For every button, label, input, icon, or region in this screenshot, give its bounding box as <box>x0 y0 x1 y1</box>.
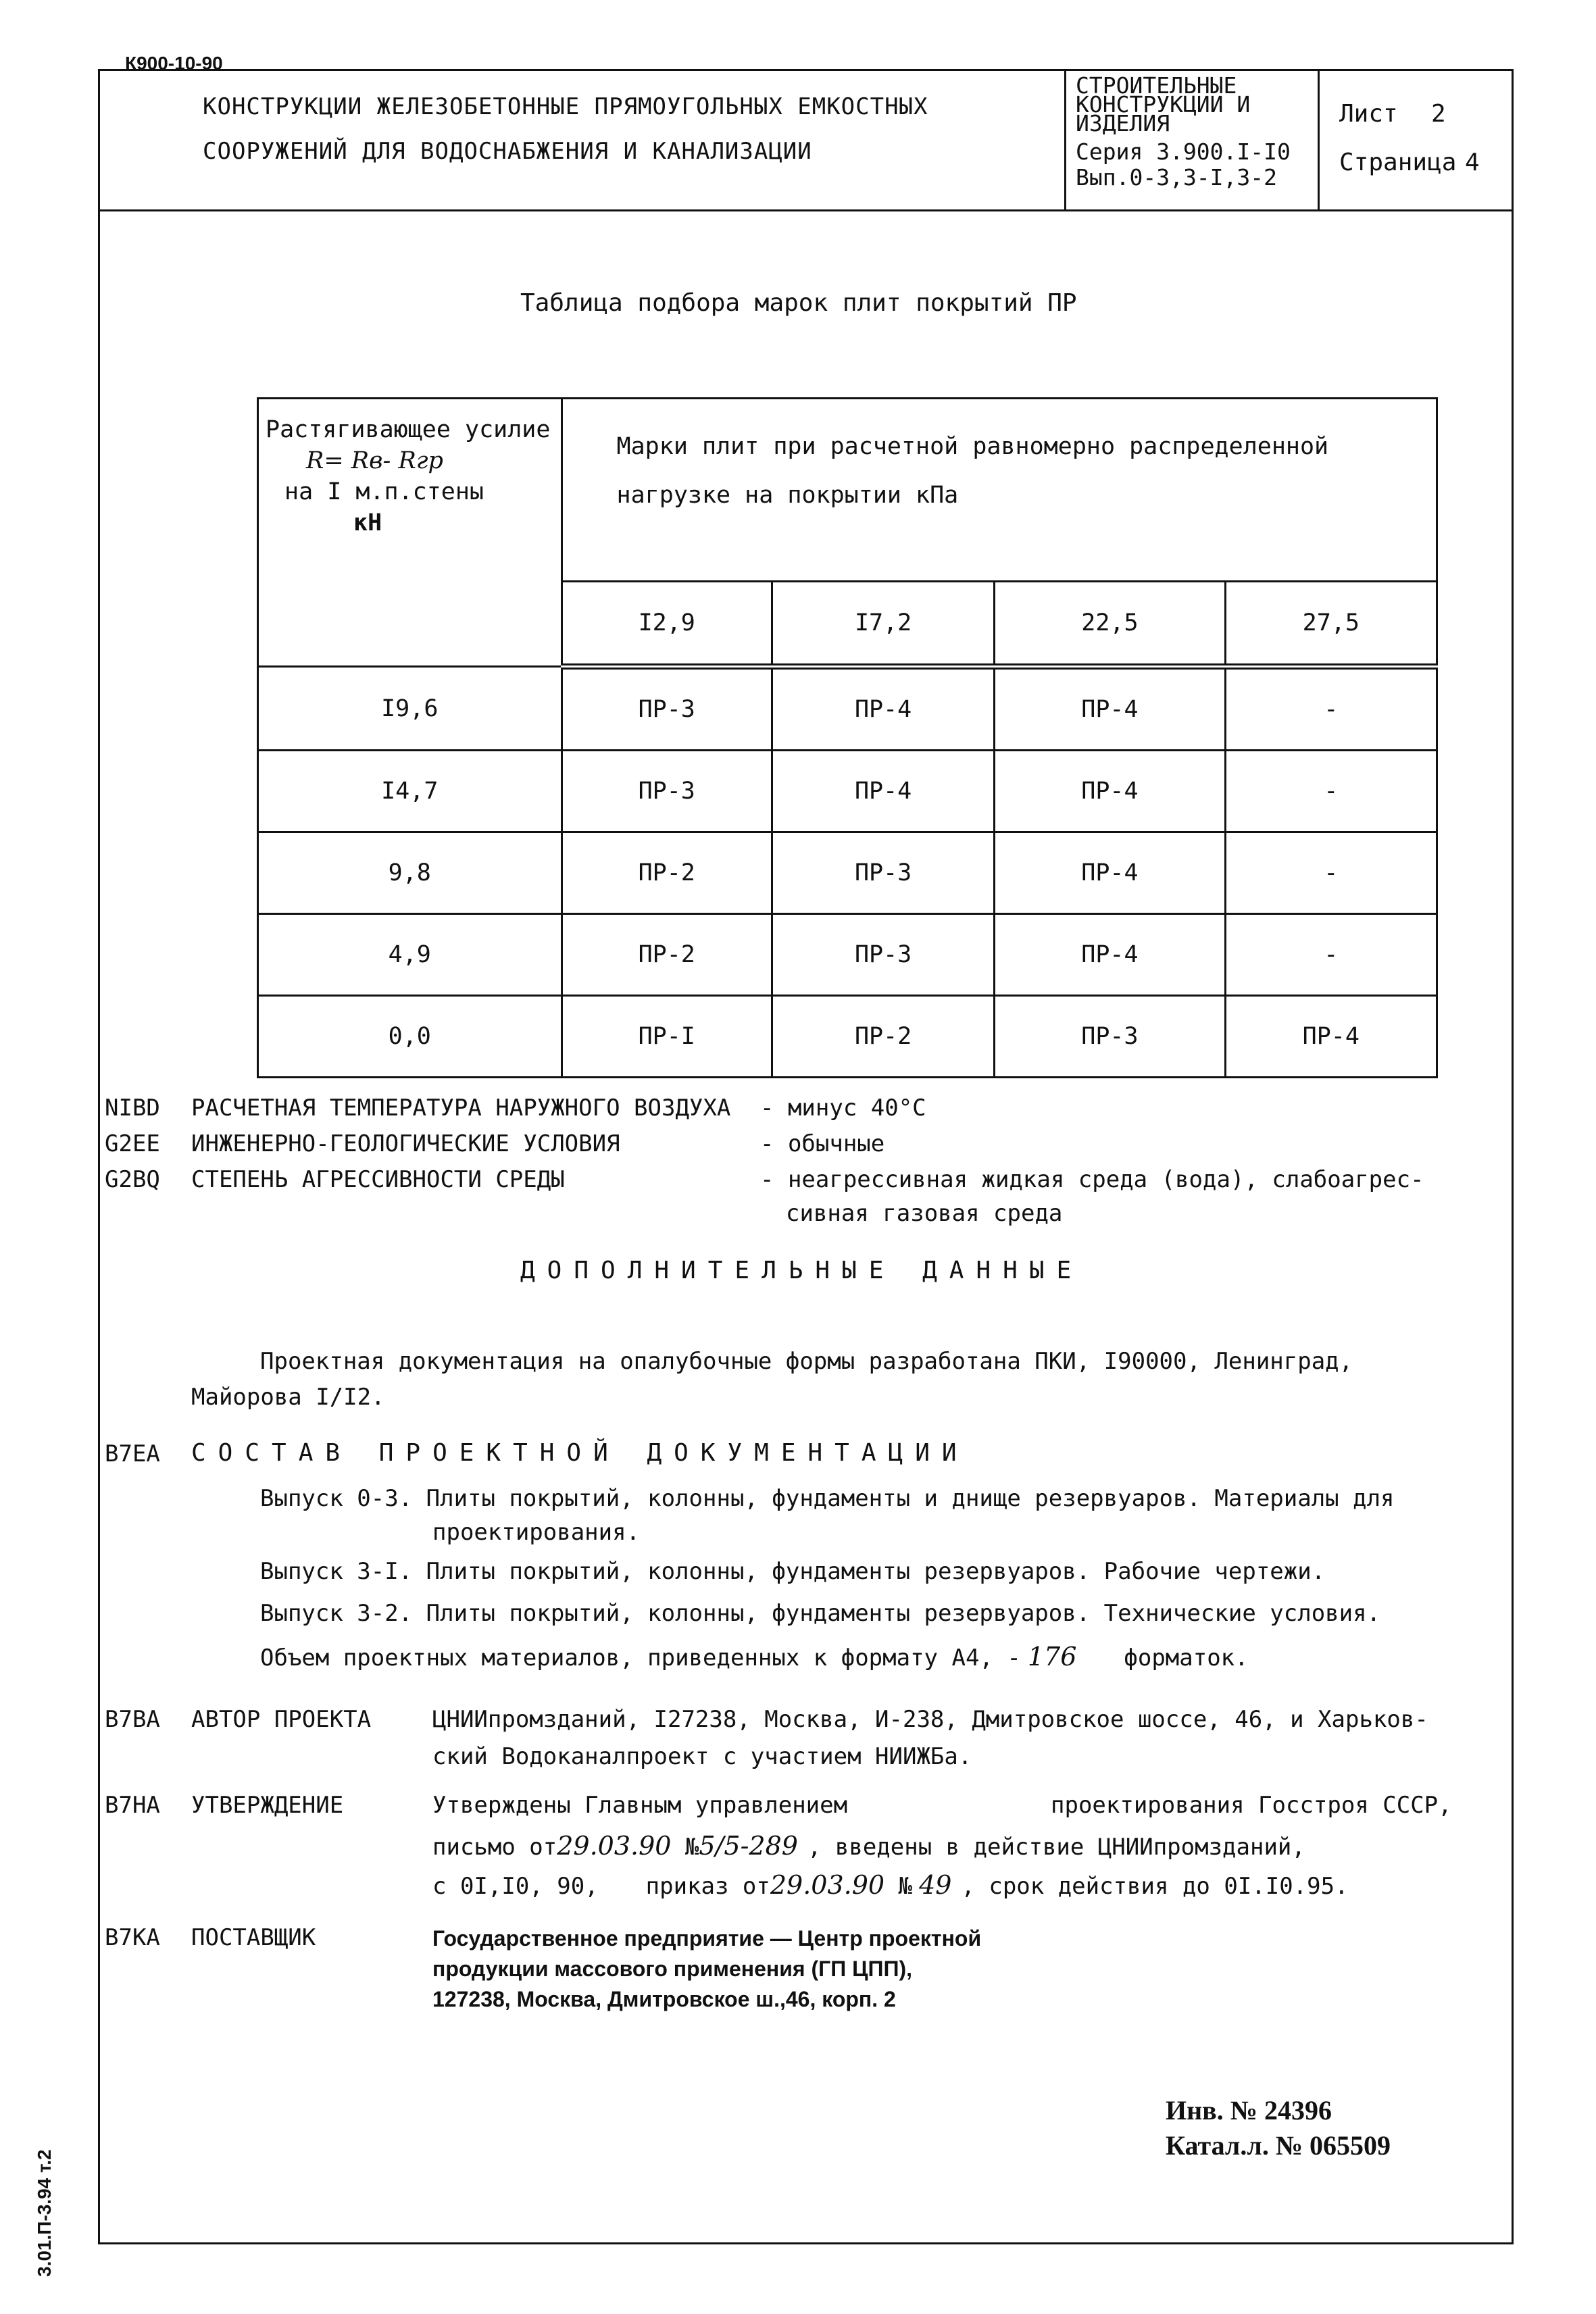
condition-label: СТЕПЕНЬ АГРЕССИВНОСТИ СРЕДЫ <box>191 1166 565 1193</box>
table-row <box>258 751 1437 832</box>
volume-suffix: форматок. <box>1124 1644 1249 1671</box>
header-title-line1: КОНСТРУКЦИИ ЖЕЛЕЗОБЕТОННЫЕ ПРЯМОУГОЛЬНЫХ ЕМКОСТНЫХ <box>203 93 928 120</box>
sheet-value: 2 <box>1431 100 1446 128</box>
author-line1: ЦНИИпромзданий, I27238, Москва, И-238, Дмитровское шоссе, 46, и Харьков- <box>432 1706 1428 1733</box>
table-row <box>258 996 1437 1078</box>
mark-cell: ПР-4 <box>995 667 1225 751</box>
plate-selection-table <box>257 397 1438 1078</box>
force-cell: 0,0 <box>258 996 562 1078</box>
author-label: АВТОР ПРОЕКТА <box>191 1706 372 1733</box>
force-cell: I4,7 <box>258 751 562 832</box>
mark-cell: ПР-4 <box>772 751 994 832</box>
mark-cell: ПР-4 <box>995 914 1225 996</box>
mark-cell: - <box>1225 914 1437 996</box>
document-code: К900-10-90 <box>125 53 223 74</box>
load-header-2: I7,2 <box>772 582 994 667</box>
header-marks-line2: нагрузке на покрытии кПа <box>616 482 959 509</box>
issue-item-3: Выпуск 3-2. Плиты покрытий, колонны, фундаменты резервуаров. Технические условия. <box>260 1600 1381 1627</box>
inventory-value: 24396 <box>1264 2095 1332 2126</box>
mark-cell: ПР-4 <box>1225 996 1437 1078</box>
mark-cell: ПР-4 <box>995 832 1225 914</box>
extra-text-line2: Майорова I/I2. <box>191 1384 385 1411</box>
condition-label: ИНЖЕНЕРНО-ГЕОЛОГИЧЕСКИЕ УСЛОВИЯ <box>191 1130 620 1157</box>
condition-value-cont: сивная газовая среда <box>786 1200 1063 1227</box>
header-title-line2: СООРУЖЕНИЙ ДЛЯ ВОДОСНАБЖЕНИЯ И КАНАЛИЗАЦИИ <box>203 138 812 165</box>
header-force-formula: R= Rв- Rгр <box>306 447 443 474</box>
issue-item-1-cont: проектирования. <box>432 1519 641 1546</box>
stamp-line2: КОНСТРУКЦИИ И <box>1076 91 1251 118</box>
header-force-unit: кН <box>353 509 382 536</box>
side-code: 3.01.П-3.94 т.2 <box>34 2149 55 2277</box>
condition-value: - минус 40°С <box>760 1095 926 1122</box>
mark-cell: - <box>1225 751 1437 832</box>
condition-label: РАСЧЕТНАЯ ТЕМПЕРАТУРА НАРУЖНОГО ВОЗДУХА <box>191 1095 731 1122</box>
series-label: Серия 3.900.I-I0 <box>1076 139 1291 165</box>
letter-date: 29.03.90 <box>557 1831 672 1861</box>
supplier-line3: 127238, Москва, Дмитровское ш.,46, корп. 2 <box>432 1987 896 2011</box>
page-label: Страница <box>1339 149 1457 176</box>
mark-cell: ПР-3 <box>562 751 772 832</box>
load-header-4: 27,5 <box>1225 582 1437 667</box>
load-header-3: 22,5 <box>995 582 1225 667</box>
header-divider-v1 <box>1064 69 1066 209</box>
letter-no-sign: № <box>684 1834 699 1861</box>
approval-label: УТВЕРЖДЕНИЕ <box>191 1792 344 1819</box>
header-force-line1: Растягивающее усилие <box>266 416 551 443</box>
mark-cell: ПР-2 <box>562 832 772 914</box>
supplier-label: ПОСТАВЩИК <box>191 1924 316 1951</box>
inventory-number <box>1166 2094 1332 2126</box>
supplier-code: B7KA <box>105 1924 160 1951</box>
mark-cell: ПР-3 <box>772 832 994 914</box>
mark-cell: - <box>1225 667 1437 751</box>
condition-code: NIBD <box>105 1095 160 1122</box>
issue-item-1: Выпуск 0-3. Плиты покрытий, колонны, фундаменты и днище резервуаров. Материалы для <box>260 1485 1395 1512</box>
mark-cell: ПР-4 <box>995 751 1225 832</box>
catalog-value: 065509 <box>1310 2130 1391 2161</box>
mark-cell: - <box>1225 832 1437 914</box>
table-row <box>258 914 1437 996</box>
catalog-label: Катал.л. № <box>1166 2130 1303 2161</box>
mark-cell: ПР-3 <box>772 914 994 996</box>
extra-text-line1: Проектная документация на опалубочные формы разработана ПКИ, I90000, Ленинград, <box>260 1348 1353 1375</box>
load-header-1: I2,9 <box>562 582 772 667</box>
condition-code: G2EE <box>105 1130 160 1157</box>
page-value: 4 <box>1465 149 1480 176</box>
stamp-line3: ИЗДЕЛИЯ <box>1076 110 1170 136</box>
header-marks-cell <box>562 399 1437 582</box>
supplier-line2: продукции массового применения (ГП ЦПП), <box>432 1957 913 1981</box>
header-marks-line1: Марки плит при расчетной равномерно распределенной <box>616 433 1329 460</box>
header-divider <box>98 209 1514 211</box>
mark-cell: ПР-3 <box>995 996 1225 1078</box>
mark-cell: ПР-I <box>562 996 772 1078</box>
header-force-cell <box>258 399 562 667</box>
order-date: 29.03.90 <box>770 1870 885 1900</box>
condition-code: G2BQ <box>105 1166 160 1193</box>
force-cell: 9,8 <box>258 832 562 914</box>
force-cell: I9,6 <box>258 667 562 751</box>
approval-line1b: проектирования Госстроя СССР, <box>1051 1792 1452 1819</box>
condition-value: - неагрессивная жидкая среда (вода), слабоагрес- <box>760 1166 1424 1193</box>
volume-value: 176 <box>1027 1642 1077 1671</box>
approval-line1a: Утверждены Главным управлением <box>432 1792 848 1819</box>
letter-number: 5/5-289 <box>699 1831 798 1861</box>
order-no-sign: № <box>898 1873 913 1900</box>
table-row <box>258 667 1437 751</box>
mark-cell: ПР-2 <box>772 996 994 1078</box>
effective-date: с 0I,I0, 90, <box>432 1873 599 1900</box>
issue-item-2: Выпуск 3-I. Плиты покрытий, колонны, фундаменты резервуаров. Рабочие чертежи. <box>260 1558 1326 1585</box>
inventory-label: Инв. № <box>1166 2095 1257 2126</box>
catalog-number <box>1166 2130 1391 2161</box>
volume-line <box>260 1642 1249 1671</box>
composition-code: B7EA <box>105 1440 160 1467</box>
mark-cell: ПР-3 <box>562 667 772 751</box>
approval-line2 <box>432 1831 1305 1861</box>
header-force-line2: на I м.п.стены <box>284 478 484 505</box>
letter-suffix: , введены в действие ЦНИИпромзданий, <box>807 1834 1305 1861</box>
table-row <box>258 832 1437 914</box>
condition-value: - обычные <box>760 1130 885 1157</box>
order-suffix: , срок действия до 0I.I0.95. <box>961 1873 1349 1900</box>
force-cell: 4,9 <box>258 914 562 996</box>
header-divider-v2 <box>1318 69 1320 209</box>
author-code: B7BA <box>105 1706 160 1733</box>
letter-prefix: письмо от <box>432 1834 557 1861</box>
sheet-label: Лист <box>1339 100 1398 128</box>
approval-line3 <box>432 1870 1349 1900</box>
author-line2: ский Водоканалпроект с участием НИИЖБа. <box>432 1743 972 1770</box>
stamp-line1: СТРОИТЕЛЬНЫЕ <box>1076 72 1237 99</box>
extra-heading: ДОПОЛНИТЕЛЬНЫЕ ДАННЫЕ <box>520 1257 1084 1284</box>
order-prefix: приказ от <box>645 1873 770 1900</box>
order-number: 49 <box>919 1870 952 1900</box>
mark-cell: ПР-4 <box>772 667 994 751</box>
mark-cell: ПР-2 <box>562 914 772 996</box>
approval-code: B7HA <box>105 1792 160 1819</box>
volume-prefix: Объем проектных материалов, приведенных к формату А4, - <box>260 1644 1021 1671</box>
composition-heading: СОСТАВ ПРОЕКТНОЙ ДОКУМЕНТАЦИИ <box>191 1439 969 1467</box>
supplier-line1: Государственное предприятие — Центр проектной <box>432 1926 982 1951</box>
table-title: Таблица подбора марок плит покрытий ПР <box>520 289 1077 317</box>
issues-label: Вып.0-3,3-I,3-2 <box>1076 164 1278 191</box>
